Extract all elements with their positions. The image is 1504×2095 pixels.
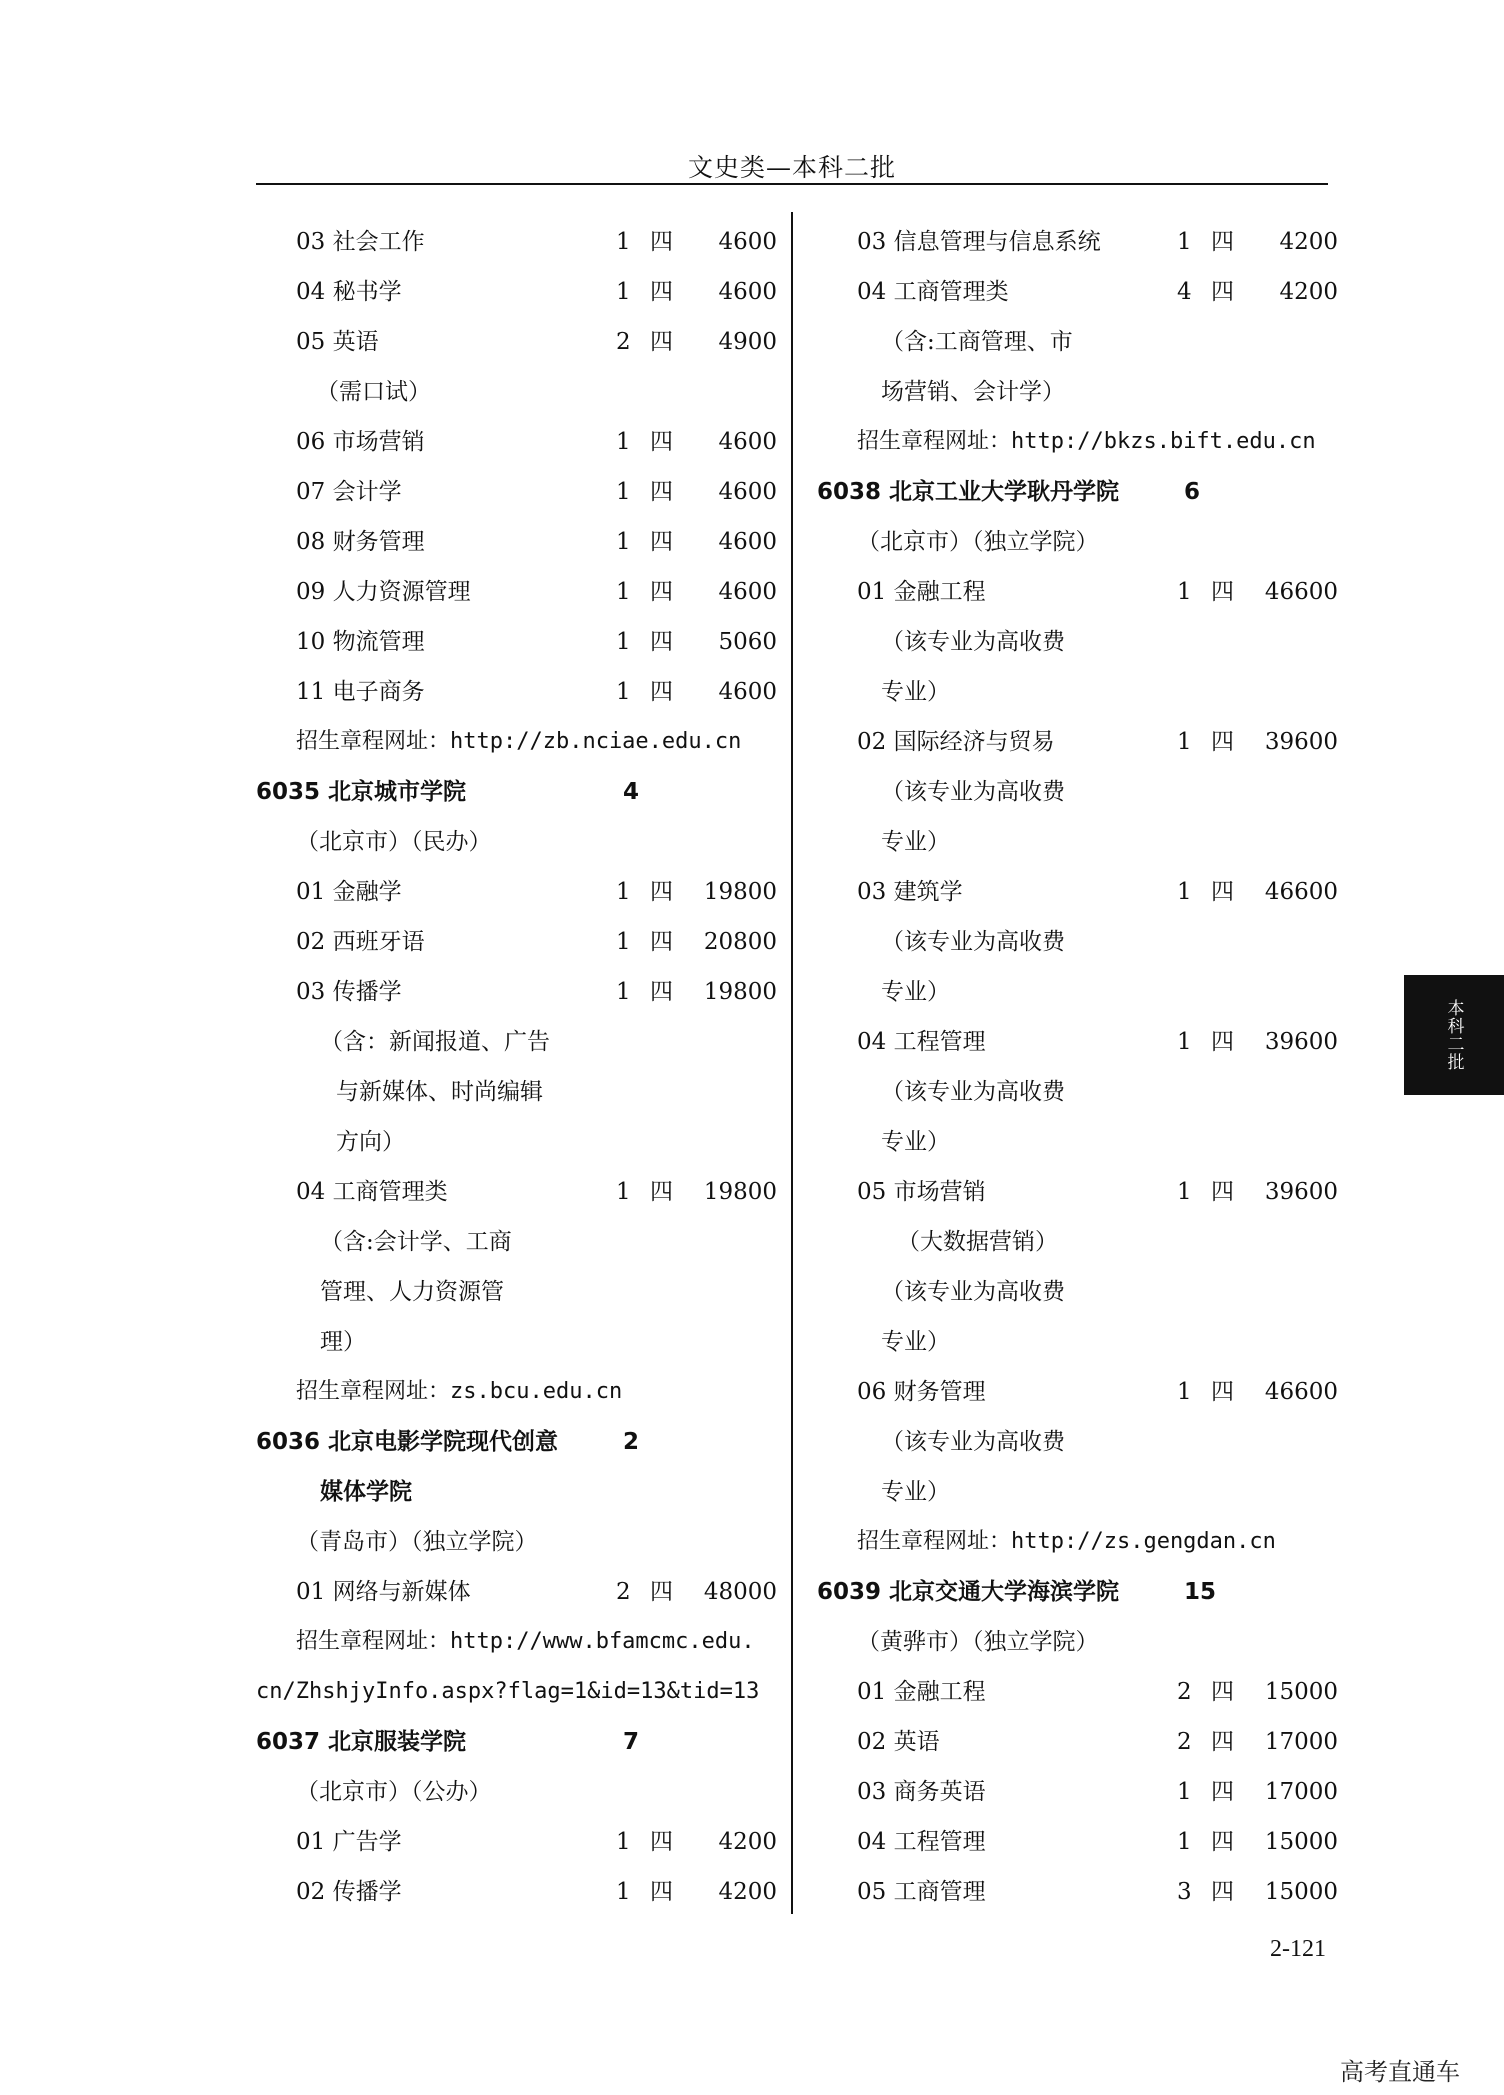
major-code: 04 <box>857 279 887 305</box>
header-rule <box>256 183 1328 185</box>
study-years: 四 <box>1211 279 1234 305</box>
school-enroll-count: 7 <box>623 1729 640 1755</box>
major-label <box>296 526 425 558</box>
major-code: 10 <box>296 629 326 655</box>
major-name: 秘书学 <box>332 279 402 305</box>
major-label <box>296 626 425 658</box>
note-line: 媒体学院 <box>320 1479 412 1505</box>
major-name: 市场营销 <box>332 429 425 455</box>
tuition-fee: 19800 <box>703 1179 777 1205</box>
school-label <box>817 1579 1119 1605</box>
enroll-count: 2 <box>616 329 631 355</box>
school-row <box>256 776 640 808</box>
study-years: 四 <box>650 1179 673 1205</box>
school-code: 6039 <box>817 1579 882 1605</box>
study-years: 四 <box>650 1579 673 1605</box>
study-years: 四 <box>1211 1379 1234 1405</box>
major-label <box>296 676 425 708</box>
tuition-fee: 17000 <box>1264 1779 1338 1805</box>
major-name: 财务管理 <box>332 529 425 555</box>
enroll-count: 1 <box>616 1179 631 1205</box>
major-name: 金融工程 <box>893 1679 986 1705</box>
major-name: 西班牙语 <box>332 929 425 955</box>
tuition-fee: 15000 <box>1264 1829 1338 1855</box>
admission-url: 招生章程网址：http://zb.nciae.edu.cn <box>296 729 742 754</box>
study-years: 四 <box>650 629 673 655</box>
page-number: 2-121 <box>1270 1936 1326 1962</box>
major-label <box>857 1376 986 1408</box>
note-line: 专业） <box>881 1129 950 1155</box>
major-name: 人力资源管理 <box>332 579 471 605</box>
study-years: 四 <box>650 679 673 705</box>
tuition-fee: 4200 <box>1279 229 1338 255</box>
major-name: 财务管理 <box>893 1379 986 1405</box>
note-line: （含：新闻报道、广告 <box>320 1029 550 1055</box>
enroll-count: 1 <box>1177 1029 1192 1055</box>
enroll-count: 1 <box>616 629 631 655</box>
note-line: 专业） <box>881 1329 950 1355</box>
major-label <box>296 1876 402 1908</box>
major-label <box>296 476 402 508</box>
school-row <box>817 1576 1217 1608</box>
school-row <box>256 1726 640 1758</box>
major-code: 05 <box>857 1879 887 1905</box>
note-line: （含:工商管理、市 <box>881 329 1073 355</box>
study-years: 四 <box>1211 1879 1234 1905</box>
major-name: 工程管理 <box>893 1829 986 1855</box>
major-label <box>857 1776 986 1808</box>
school-code: 6036 <box>256 1429 321 1455</box>
page-header-title: 文史类—本科二批 <box>687 153 896 182</box>
note-line: （该专业为高收费 <box>881 779 1065 805</box>
admission-url: 招生章程网址：http://bkzs.bift.edu.cn <box>857 429 1316 454</box>
note-line: 专业） <box>881 829 950 855</box>
study-years: 四 <box>650 879 673 905</box>
school-row <box>817 476 1201 508</box>
major-name: 广告学 <box>332 1829 402 1855</box>
note-line: （该专业为高收费 <box>881 629 1065 655</box>
major-code: 03 <box>857 229 887 255</box>
school-code: 6035 <box>256 779 321 805</box>
major-name: 传播学 <box>332 979 402 1005</box>
major-code: 03 <box>857 879 887 905</box>
major-label <box>296 976 402 1008</box>
major-code: 03 <box>296 979 326 1005</box>
enroll-count: 1 <box>616 279 631 305</box>
major-code: 04 <box>296 279 326 305</box>
major-code: 01 <box>296 879 326 905</box>
school-enroll-count: 6 <box>1184 479 1201 505</box>
enroll-count: 4 <box>1177 279 1192 305</box>
major-name: 信息管理与信息系统 <box>893 229 1101 255</box>
major-code: 09 <box>296 579 326 605</box>
enroll-count: 1 <box>1177 879 1192 905</box>
side-tab: 本科二批 <box>1404 975 1504 1095</box>
major-name: 网络与新媒体 <box>332 1579 471 1605</box>
note-line: 方向） <box>336 1129 405 1155</box>
major-name: 建筑学 <box>893 879 963 905</box>
major-label <box>857 1026 986 1058</box>
admission-url: cn/ZhshjyInfo.aspx?flag=1&id=13&tid=13 <box>256 1679 760 1704</box>
major-code: 01 <box>857 1679 887 1705</box>
major-label <box>296 326 379 358</box>
major-code: 01 <box>857 579 887 605</box>
enroll-count: 1 <box>616 579 631 605</box>
major-code: 04 <box>296 1179 326 1205</box>
school-code: 6037 <box>256 1729 321 1755</box>
tuition-fee: 19800 <box>703 979 777 1005</box>
study-years: 四 <box>650 579 673 605</box>
study-years: 四 <box>1211 1029 1234 1055</box>
enroll-count: 2 <box>1177 1729 1192 1755</box>
watermark: 高考直通车 <box>1340 2058 1460 2086</box>
tuition-fee: 5060 <box>718 629 777 655</box>
major-name: 英语 <box>893 1729 940 1755</box>
study-years: 四 <box>1211 1729 1234 1755</box>
major-label <box>857 576 986 608</box>
major-label <box>857 1176 986 1208</box>
enroll-count: 1 <box>616 529 631 555</box>
major-code: 06 <box>857 1379 887 1405</box>
tuition-fee: 15000 <box>1264 1879 1338 1905</box>
tuition-fee: 4600 <box>718 529 777 555</box>
note-line: （大数据营销） <box>897 1229 1058 1255</box>
school-label <box>817 479 1119 505</box>
study-years: 四 <box>650 429 673 455</box>
major-code: 06 <box>296 429 326 455</box>
study-years: 四 <box>650 479 673 505</box>
tuition-fee: 4200 <box>718 1879 777 1905</box>
enroll-count: 2 <box>616 1579 631 1605</box>
school-name: 北京服装学院 <box>328 1729 467 1755</box>
major-name: 金融学 <box>332 879 402 905</box>
note-line: 专业） <box>881 1479 950 1505</box>
major-code: 03 <box>296 229 326 255</box>
tuition-fee: 4600 <box>718 229 777 255</box>
tuition-fee: 4200 <box>718 1829 777 1855</box>
major-code: 02 <box>857 729 887 755</box>
study-years: 四 <box>650 229 673 255</box>
school-row <box>256 1426 640 1458</box>
note-line: 专业） <box>881 979 950 1005</box>
enroll-count: 1 <box>1177 579 1192 605</box>
school-label <box>256 1429 558 1455</box>
tuition-fee: 4600 <box>718 679 777 705</box>
major-label <box>857 276 1009 308</box>
major-label <box>296 876 402 908</box>
major-name: 国际经济与贸易 <box>893 729 1055 755</box>
tuition-fee: 48000 <box>703 1579 777 1605</box>
note-line: 场营销、会计学） <box>881 379 1065 405</box>
note-line: 理） <box>320 1329 366 1355</box>
major-label <box>857 726 1055 758</box>
major-code: 08 <box>296 529 326 555</box>
enroll-count: 1 <box>1177 1379 1192 1405</box>
study-years: 四 <box>1211 1179 1234 1205</box>
major-code: 07 <box>296 479 326 505</box>
enroll-count: 1 <box>616 879 631 905</box>
study-years: 四 <box>650 1879 673 1905</box>
school-enroll-count: 2 <box>623 1429 640 1455</box>
major-label <box>857 1726 940 1758</box>
note-line: （该专业为高收费 <box>881 1079 1065 1105</box>
enroll-count: 1 <box>1177 1779 1192 1805</box>
admission-url: 招生章程网址：http://www.bfamcmc.edu. <box>296 1629 755 1654</box>
major-label <box>857 1876 986 1908</box>
enroll-count: 1 <box>616 1829 631 1855</box>
major-name: 工商管理类 <box>893 279 1009 305</box>
major-label <box>296 1576 471 1608</box>
major-code: 05 <box>296 329 326 355</box>
note-line: （黄骅市）（独立学院） <box>857 1629 1099 1655</box>
school-label <box>256 779 466 805</box>
study-years: 四 <box>1211 229 1234 255</box>
major-label <box>857 876 963 908</box>
major-code: 02 <box>857 1729 887 1755</box>
tuition-fee: 4600 <box>718 479 777 505</box>
study-years: 四 <box>650 279 673 305</box>
study-years: 四 <box>1211 1779 1234 1805</box>
tuition-fee: 20800 <box>703 929 777 955</box>
major-label <box>296 1176 448 1208</box>
tuition-fee: 39600 <box>1264 1029 1338 1055</box>
note-line: 与新媒体、时尚编辑 <box>336 1079 543 1105</box>
major-label <box>296 226 425 258</box>
column-divider <box>791 212 793 1914</box>
study-years: 四 <box>1211 579 1234 605</box>
major-name: 市场营销 <box>893 1179 986 1205</box>
study-years: 四 <box>650 529 673 555</box>
note-line: （北京市）（独立学院） <box>857 529 1099 555</box>
study-years: 四 <box>1211 1679 1234 1705</box>
enroll-count: 1 <box>616 979 631 1005</box>
tuition-fee: 39600 <box>1264 729 1338 755</box>
major-name: 物流管理 <box>332 629 425 655</box>
enroll-count: 1 <box>616 429 631 455</box>
note-line: 管理、人力资源管 <box>320 1279 504 1305</box>
study-years: 四 <box>650 329 673 355</box>
school-code: 6038 <box>817 479 882 505</box>
note-line: （该专业为高收费 <box>881 1279 1065 1305</box>
school-enroll-count: 15 <box>1184 1579 1217 1605</box>
study-years: 四 <box>1211 879 1234 905</box>
tuition-fee: 46600 <box>1264 1379 1338 1405</box>
note-line: （青岛市）（独立学院） <box>296 1529 538 1555</box>
major-name: 工商管理 <box>893 1879 986 1905</box>
note-line: （含:会计学、工商 <box>320 1229 512 1255</box>
enroll-count: 3 <box>1177 1879 1192 1905</box>
enroll-count: 1 <box>616 679 631 705</box>
tuition-fee: 4900 <box>718 329 777 355</box>
major-code: 11 <box>296 679 326 705</box>
study-years: 四 <box>1211 1829 1234 1855</box>
tuition-fee: 4600 <box>718 279 777 305</box>
major-label <box>857 1826 986 1858</box>
study-years: 四 <box>650 979 673 1005</box>
major-code: 01 <box>296 1579 326 1605</box>
enroll-count: 1 <box>616 229 631 255</box>
tuition-fee: 4200 <box>1279 279 1338 305</box>
tuition-fee: 39600 <box>1264 1179 1338 1205</box>
enroll-count: 1 <box>616 479 631 505</box>
major-name: 电子商务 <box>332 679 425 705</box>
note-line: 专业） <box>881 679 950 705</box>
enroll-count: 2 <box>1177 1679 1192 1705</box>
major-name: 社会工作 <box>332 229 425 255</box>
major-name: 英语 <box>332 329 379 355</box>
major-label <box>296 276 402 308</box>
school-name: 北京电影学院现代创意 <box>328 1429 559 1455</box>
major-name: 商务英语 <box>893 1779 986 1805</box>
enroll-count: 1 <box>616 1879 631 1905</box>
study-years: 四 <box>650 1829 673 1855</box>
note-line: （该专业为高收费 <box>881 929 1065 955</box>
major-name: 工程管理 <box>893 1029 986 1055</box>
major-name: 工商管理类 <box>332 1179 448 1205</box>
tuition-fee: 46600 <box>1264 879 1338 905</box>
tuition-fee: 46600 <box>1264 579 1338 605</box>
school-name: 北京城市学院 <box>328 779 467 805</box>
major-label <box>296 1826 402 1858</box>
major-label <box>296 576 471 608</box>
school-name: 北京交通大学海滨学院 <box>889 1579 1120 1605</box>
major-label <box>857 1676 986 1708</box>
enroll-count: 1 <box>1177 1829 1192 1855</box>
school-name: 北京工业大学耿丹学院 <box>889 479 1120 505</box>
enroll-count: 1 <box>616 929 631 955</box>
admission-url: 招生章程网址：zs.bcu.edu.cn <box>296 1379 623 1404</box>
major-code: 03 <box>857 1779 887 1805</box>
tuition-fee: 19800 <box>703 879 777 905</box>
major-name: 会计学 <box>332 479 402 505</box>
major-name: 金融工程 <box>893 579 986 605</box>
tuition-fee: 17000 <box>1264 1729 1338 1755</box>
major-name: 传播学 <box>332 1879 402 1905</box>
note-line: （该专业为高收费 <box>881 1429 1065 1455</box>
note-line: （需口试） <box>316 379 431 405</box>
school-label <box>256 1729 466 1755</box>
major-label <box>857 226 1101 258</box>
major-code: 02 <box>296 929 326 955</box>
major-label <box>296 426 425 458</box>
study-years: 四 <box>650 929 673 955</box>
enroll-count: 1 <box>1177 1179 1192 1205</box>
major-code: 01 <box>296 1829 326 1855</box>
major-code: 04 <box>857 1029 887 1055</box>
enroll-count: 1 <box>1177 229 1192 255</box>
admission-url: 招生章程网址：http://zs.gengdan.cn <box>857 1529 1276 1554</box>
study-years: 四 <box>1211 729 1234 755</box>
tuition-fee: 4600 <box>718 579 777 605</box>
major-label <box>296 926 425 958</box>
tuition-fee: 4600 <box>718 429 777 455</box>
major-code: 04 <box>857 1829 887 1855</box>
major-code: 02 <box>296 1879 326 1905</box>
enroll-count: 1 <box>1177 729 1192 755</box>
school-enroll-count: 4 <box>623 779 640 805</box>
tuition-fee: 15000 <box>1264 1679 1338 1705</box>
note-line: （北京市）（民办） <box>296 829 492 855</box>
major-code: 05 <box>857 1179 887 1205</box>
note-line: （北京市）（公办） <box>296 1779 492 1805</box>
